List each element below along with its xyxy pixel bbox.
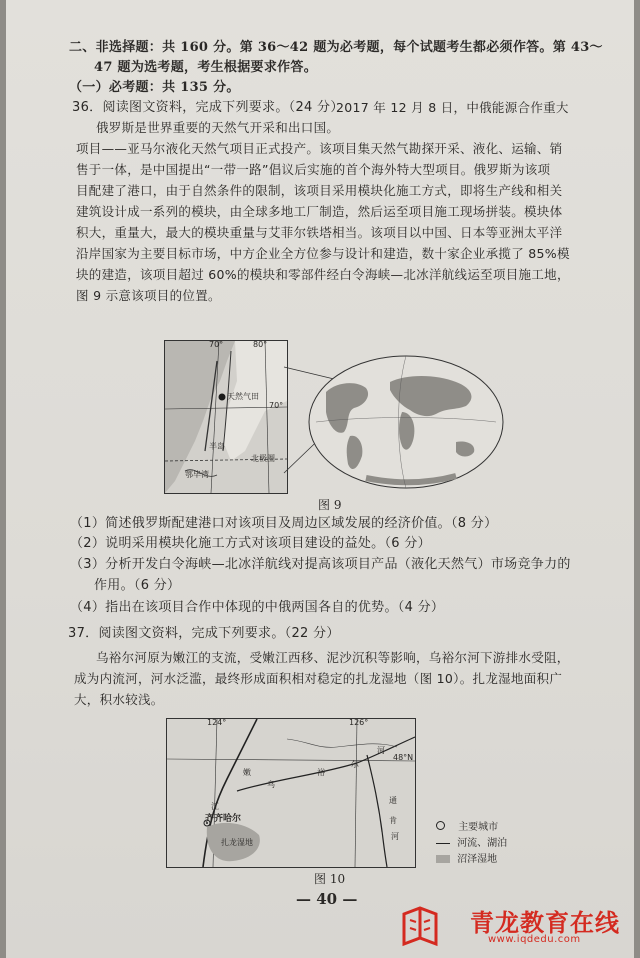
watermark-url: www.iqdedu.com bbox=[488, 934, 581, 945]
regional-map-drawing bbox=[165, 341, 287, 493]
q37-passage-line: 成为内流河，河水泛滥，最终形成面积相对稳定的扎龙湿地（图 10）。扎龙湿地面积广 bbox=[74, 671, 563, 686]
q36-passage-line: 俄罗斯是世界重要的天然气开采和出口国。 bbox=[96, 120, 340, 135]
q36-subquestion: （2）说明采用模块化施工方式对该项目建设的益处。（6 分） bbox=[70, 536, 431, 551]
river-label: 江 bbox=[211, 802, 219, 811]
q36-passage-line: 建筑设计成一系列的模块，由全球多地工厂制造，然后运至项目施工现场拼装。模块体 bbox=[76, 204, 563, 219]
legend-wetland-label: 沼泽湿地 bbox=[457, 854, 498, 865]
figure10-map-drawing bbox=[167, 719, 415, 867]
lon-126-label: 126° bbox=[349, 718, 369, 727]
peninsula-label: 半岛 bbox=[209, 442, 225, 451]
figure9-caption: 图 9 bbox=[318, 498, 342, 512]
legend-city bbox=[436, 818, 498, 833]
legend-city-label: 主要城市 bbox=[458, 822, 499, 833]
gulf-label: 鄂毕湾 bbox=[185, 470, 209, 479]
q36-title: 36．阅读图文资料，完成下列要求。（24 分） bbox=[72, 100, 344, 115]
lat-70-label: 70° bbox=[269, 401, 284, 410]
legend-river-label: 河流、湖泊 bbox=[457, 838, 508, 849]
q36-passage-line: 目配建了港口，由于自然条件的限制，该项目采用模块化施工方式，即将生产线和相关 bbox=[76, 183, 563, 198]
q36-subquestion: （4）指出在该项目合作中体现的中俄两国各自的优势。（4 分） bbox=[70, 600, 445, 615]
river-symbol-icon bbox=[436, 843, 450, 844]
legend-river bbox=[436, 834, 507, 849]
lat-48-label: 48°N bbox=[393, 753, 414, 762]
river-label: 裕 bbox=[317, 768, 325, 777]
figure9-world-map bbox=[306, 352, 506, 492]
figure10-caption: 图 10 bbox=[314, 872, 346, 886]
q36-subquestion: （3）分析开发白令海峡—北冰洋航线对提高该项目产品（液化天然气）市场竞争力的 bbox=[70, 557, 571, 572]
q37-passage-line: 大，积水较浅。 bbox=[74, 692, 164, 707]
required-questions-heading: （一）必考题：共 135 分。 bbox=[69, 80, 240, 95]
watermark-brand: 青龙教育在线 bbox=[470, 909, 620, 937]
river-label: 尔 bbox=[351, 760, 359, 769]
q36-passage-line: 售于一体，是中国提出“一带一路”倡议后实施的首个海外特大型项目。俄罗斯为该项 bbox=[76, 162, 551, 177]
wetland-label: 扎龙湿地 bbox=[221, 838, 253, 847]
q36-subquestion: （1）简述俄罗斯配建港口对该项目及周边区域发展的经济价值。（8 分） bbox=[70, 516, 498, 531]
river-label: 肯 bbox=[389, 816, 397, 825]
q36-passage-line: 积大，重量大，最大的模块重量与艾菲尔铁塔相当。该项目以中国、日本等亚洲太平洋 bbox=[76, 225, 563, 240]
q36-subquestion-cont: 作用。（6 分） bbox=[94, 578, 181, 593]
figure10-map bbox=[166, 718, 416, 868]
river-label: 乌 bbox=[267, 780, 275, 789]
q37-title: 37．阅读图文资料，完成下列要求。（22 分） bbox=[68, 626, 340, 641]
section-heading-line1: 二、非选择题：共 160 分。第 36～42 题为必考题，每个试题考生都必须作答。第 43～ bbox=[69, 40, 603, 55]
river-label: 河 bbox=[391, 832, 399, 841]
q36-passage-line: 沿岸国家为主要目标市场，中方企业全方位参与设计和建造，数十家企业承揽了 85%模 bbox=[76, 246, 570, 261]
section-heading-line2: 47 题为选考题，考生根据要求作答。 bbox=[94, 60, 318, 75]
q36-passage-line: 图 9 示意该项目的位置。 bbox=[76, 288, 221, 303]
wetland-symbol-icon bbox=[436, 855, 450, 863]
legend-wetland bbox=[436, 850, 497, 865]
river-label: 通 bbox=[389, 796, 397, 805]
lon-70-label: 70° bbox=[209, 340, 224, 349]
lon-80-label: 80° bbox=[253, 340, 268, 349]
q36-passage-line: 块的建造，该项目超过 60%的模块和零部件经白令海峡—北冰洋航线运至项目施工地， bbox=[76, 267, 570, 282]
exam-page bbox=[6, 0, 634, 958]
gas-field-label: 天然气田 bbox=[227, 392, 259, 401]
city-symbol-icon bbox=[436, 821, 445, 830]
q36-passage-line: 项目——亚马尔液化天然气项目正式投产。该项目集天然气勘探开采、液化、运输、销 bbox=[76, 141, 563, 156]
arctic-circle-label: 北极圈 bbox=[251, 454, 275, 463]
river-label: 河 bbox=[377, 746, 385, 755]
river-label: 嫩 bbox=[243, 768, 251, 777]
page-number: — 40 — bbox=[296, 890, 358, 908]
q37-passage-line: 乌裕尔河原为嫩江的支流，受嫩江西移、泥沙沉积等影响，乌裕尔河下游排水受阻， bbox=[96, 650, 570, 665]
q36-passage-line: 2017 年 12 月 8 日，中俄能源合作重大 bbox=[336, 100, 569, 115]
figure9-regional-map bbox=[164, 340, 288, 494]
city-label: 齐齐哈尔 bbox=[205, 814, 242, 824]
lon-124-label: 124° bbox=[207, 718, 227, 727]
